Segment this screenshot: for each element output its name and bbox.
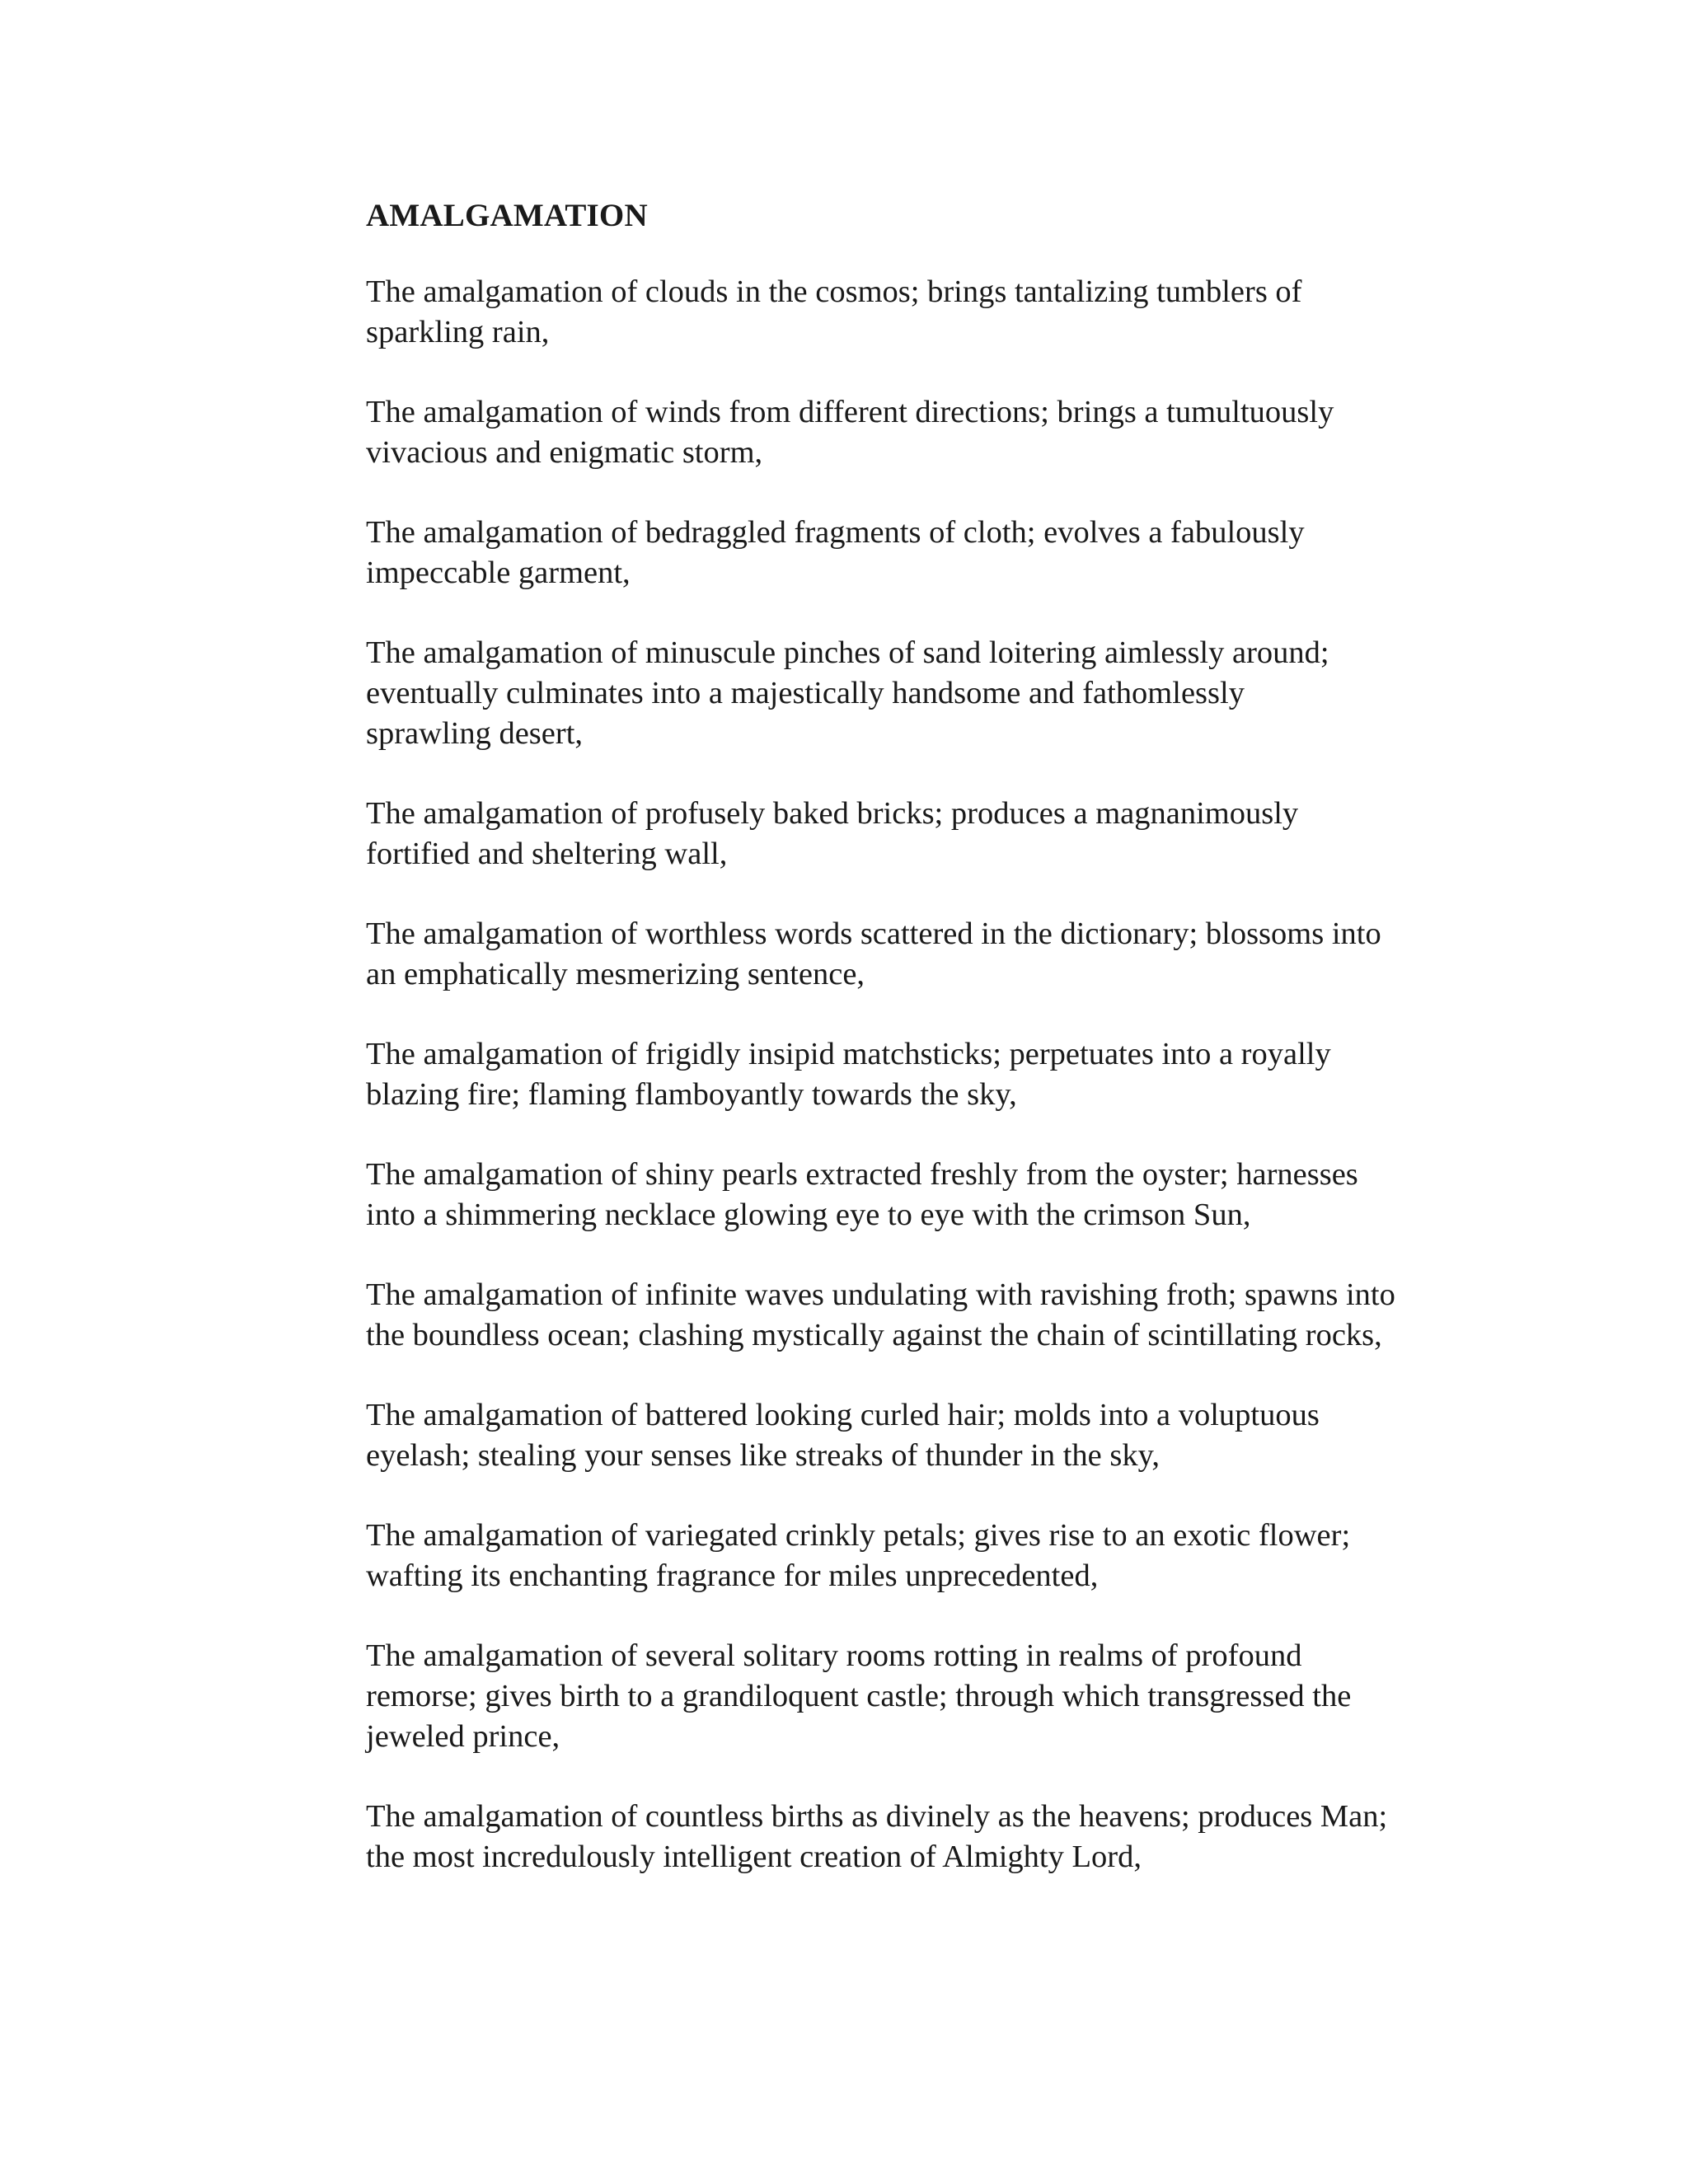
poem-line: The amalgamation of variegated crinkly petals; gives rise to an exotic flower;	[366, 1518, 1351, 1553]
document-body	[366, 191, 1503, 1917]
poem-line: eventually culminates into a majestically handsome and fathomlessly	[366, 676, 1245, 710]
poem-line: The amalgamation of shiny pearls extracted freshly from the oyster; harnesses	[366, 1157, 1358, 1192]
poem-line: The amalgamation of winds from different directions; brings a tumultuously	[366, 395, 1334, 429]
poem-line: jeweled prince,	[366, 1719, 560, 1754]
poem-stanza	[366, 914, 1503, 995]
poem-line: The amalgamation of infinite waves undulating with ravishing froth; spawns into	[366, 1277, 1395, 1312]
poem-line: the boundless ocean; clashing mystically against the chain of scintillating rocks,	[366, 1318, 1382, 1352]
poem-line: The amalgamation of countless births as divinely as the heavens; produces Man;	[366, 1799, 1388, 1834]
poem-stanza	[366, 1636, 1503, 1757]
poem-title: AMALGAMATION	[366, 198, 648, 233]
poem-line: The amalgamation of frigidly insipid matchsticks; perpetuates into a royally	[366, 1037, 1331, 1071]
poem-line: The amalgamation of battered looking curled hair; molds into a voluptuous	[366, 1398, 1320, 1432]
poem-line: fortified and sheltering wall,	[366, 837, 728, 871]
poem-line: vivacious and enigmatic storm,	[366, 435, 763, 470]
poem-line: impeccable garment,	[366, 555, 631, 590]
poem-stanza	[366, 392, 1503, 473]
poem-line: remorse; gives birth to a grandiloquent castle; through which transgressed the	[366, 1679, 1352, 1713]
poem-line: The amalgamation of clouds in the cosmos; brings tantalizing tumblers of	[366, 274, 1302, 309]
poem-stanza	[366, 272, 1503, 353]
poem-line: blazing fire; flaming flamboyantly towards the sky,	[366, 1077, 1017, 1112]
poem-stanza	[366, 633, 1503, 754]
poem-line: eyelash; stealing your senses like streaks of thunder in the sky,	[366, 1438, 1160, 1473]
poem-stanza	[366, 1034, 1503, 1115]
poem-line: into a shimmering necklace glowing eye to eye with the crimson Sun,	[366, 1197, 1251, 1232]
poem-stanza	[366, 794, 1503, 874]
poem-line: The amalgamation of minuscule pinches of sand loitering aimlessly around;	[366, 635, 1329, 670]
poem-line: The amalgamation of bedraggled fragments of cloth; evolves a fabulously	[366, 515, 1305, 550]
poem-line: an emphatically mesmerizing sentence,	[366, 957, 865, 991]
poem-stanza	[366, 1516, 1503, 1596]
poem-stanza	[366, 1797, 1503, 1877]
poem-line: wafting its enchanting fragrance for miles unprecedented,	[366, 1558, 1099, 1593]
poem-stanza	[366, 1395, 1503, 1476]
poem-line: sparkling rain,	[366, 315, 550, 349]
poem-stanza	[366, 1275, 1503, 1356]
poem-stanza	[366, 1155, 1503, 1235]
poem-stanza	[366, 513, 1503, 593]
poem-line: The amalgamation of profusely baked bricks; produces a magnanimously	[366, 796, 1299, 831]
poem-line: The amalgamation of worthless words scattered in the dictionary; blossoms into	[366, 916, 1381, 951]
poem-stanzas	[366, 272, 1503, 1877]
poem-line: the most incredulously intelligent creation of Almighty Lord,	[366, 1840, 1142, 1874]
poem-line: sprawling desert,	[366, 716, 584, 751]
poem-line: The amalgamation of several solitary rooms rotting in realms of profound	[366, 1638, 1302, 1673]
